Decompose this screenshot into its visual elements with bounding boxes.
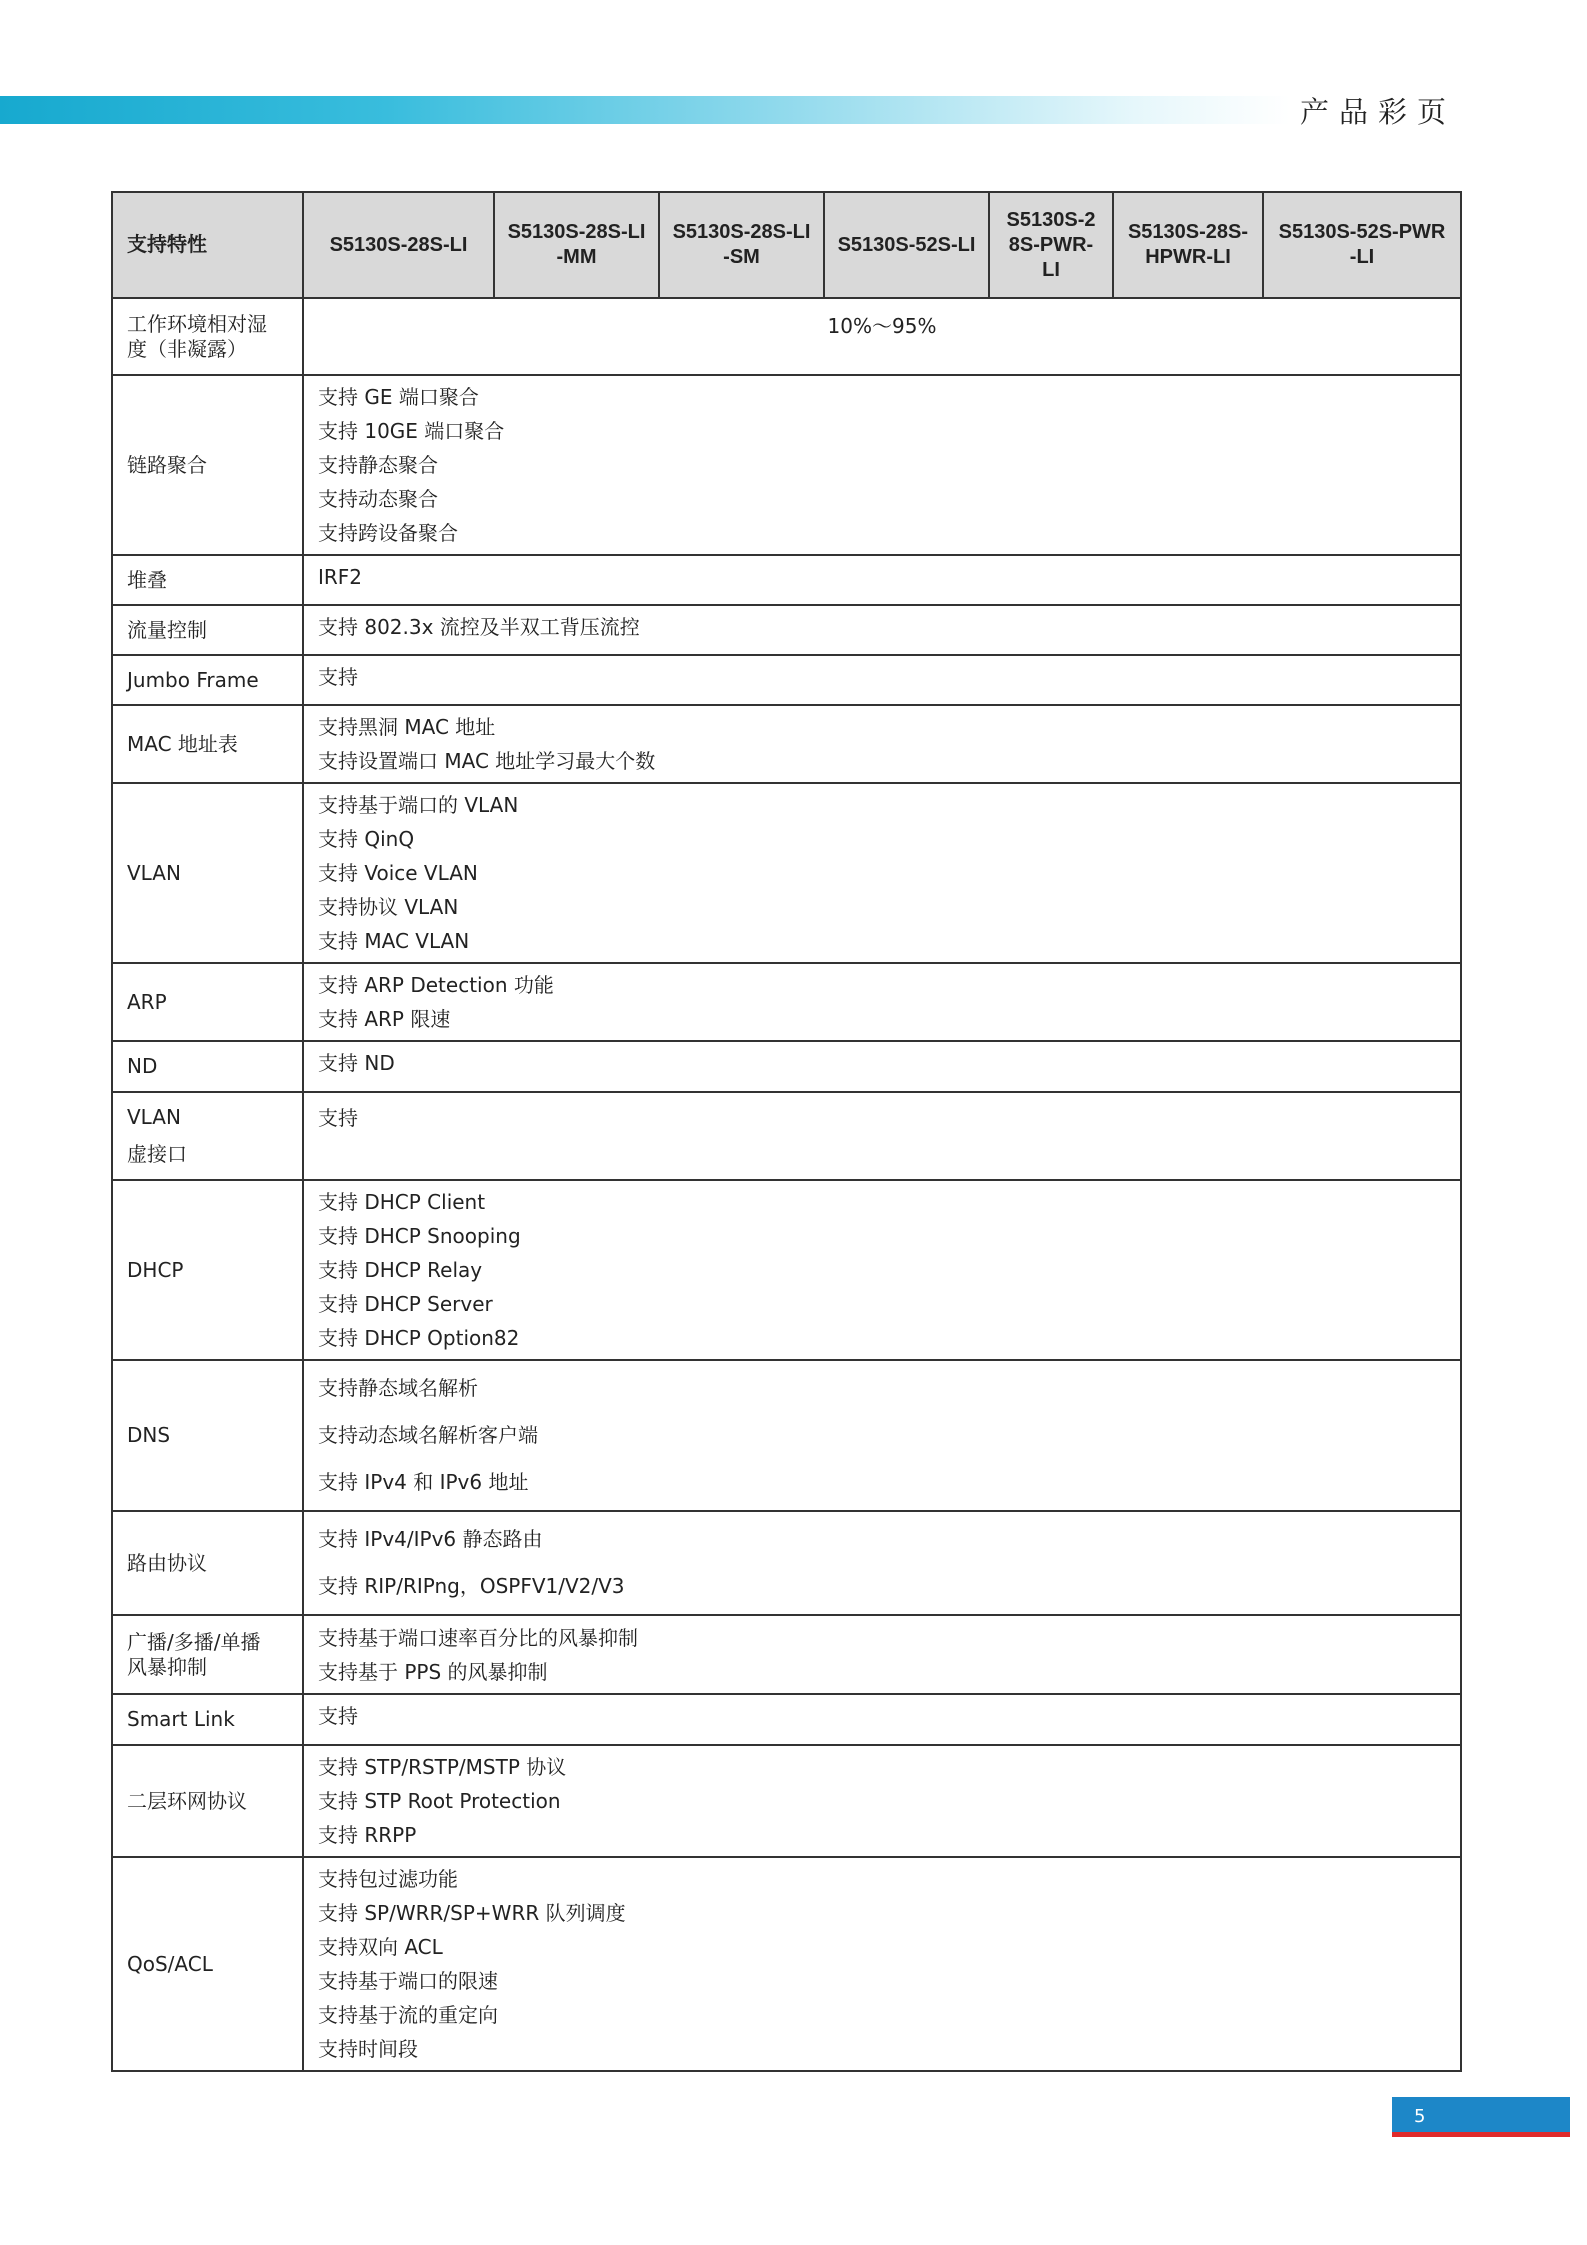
header-cell [303,192,494,298]
feature-label: VLAN 虚接口 [127,1105,187,1166]
header-text: S5130S-28S-LI [329,233,468,256]
value-cell [303,1745,1461,1857]
value-line: 支持 DHCP Relay [318,1258,483,1282]
header-cell [989,192,1113,298]
value-line: 支持动态聚合 [318,487,438,511]
value-line: 支持双向 ACL [318,1935,443,1959]
feature-cell: 二层环网协议 [112,1745,303,1857]
feature-cell: 路由协议 [112,1511,303,1615]
table-row [112,783,1461,963]
value-cell [303,963,1461,1041]
table-row [112,555,1461,605]
table-row [112,605,1461,655]
value-line: 支持静态域名解析 [318,1376,478,1400]
value-line: 支持静态聚合 [318,453,438,477]
table-row [112,1360,1461,1511]
feature-cell: ND [112,1041,303,1092]
feature-cell [112,1615,303,1694]
value-line: 支持 DHCP Client [318,1190,486,1214]
feature-cell: ARP [112,963,303,1041]
value-cell [303,1694,1461,1745]
value-line: 支持 ARP Detection 功能 [318,973,554,997]
header-text: S5130S-28S- HPWR-LI [1127,221,1249,268]
feature-cell [112,298,303,375]
feature-cell [112,1092,303,1180]
page-number: 5 [1392,2097,1570,2137]
table-row [112,963,1461,1041]
value-cell [303,655,1461,705]
value-line: 支持跨设备聚合 [318,521,458,545]
table-row [112,1694,1461,1745]
value-line: 支持基于端口速率百分比的风暴抑制 [318,1625,638,1650]
value-line: 支持 GE 端口聚合 [318,385,479,409]
table-row [112,1857,1461,2071]
header-cell: 支持特性 [112,192,303,298]
header-gradient-bar [0,96,1290,124]
value-line: 支持协议 VLAN [318,895,459,919]
spec-table [111,191,1462,2072]
value-line: 支持 DHCP Server [318,1292,493,1316]
value-line: 10%～95% [827,314,937,338]
value-line: 支持时间段 [318,2037,418,2061]
value-line: 支持基于端口的限速 [318,1969,498,1993]
value-line: 支持 STP/RSTP/MSTP 协议 [318,1755,567,1779]
value-line: 支持 QinQ [318,827,415,851]
value-cell [303,783,1461,963]
header-cell [1263,192,1461,298]
value-line: 支持 Voice VLAN [318,861,478,885]
value-line: IRF2 [318,565,363,589]
value-line: 支持 DHCP Option82 [318,1326,520,1350]
value-cell [303,1615,1461,1694]
value-line: 支持基于流的重定向 [318,2003,498,2027]
feature-cell: QoS/ACL [112,1857,303,2071]
value-line: 支持 [318,1704,358,1728]
header-text: S5130S-28S-LI -SM [672,221,811,268]
value-line: 支持动态域名解析客户端 [318,1423,538,1447]
value-cell [303,555,1461,605]
value-line: 支持 ND [318,1051,395,1075]
table-row [112,298,1461,375]
feature-label: 工作环境相对湿 度（非凝露） [127,311,267,361]
value-cell [303,1360,1461,1511]
value-line: 支持 IPv4/IPv6 静态路由 [318,1527,543,1551]
feature-cell: DHCP [112,1180,303,1360]
table-row [112,1615,1461,1694]
header-cell [659,192,824,298]
feature-label: 广播/多播/单播 风暴抑制 [127,1629,261,1679]
value-line: 支持 [318,1106,358,1130]
table-row [112,1041,1461,1092]
value-line: 支持 DHCP Snooping [318,1224,521,1248]
value-cell [303,705,1461,783]
value-line: 支持 10GE 端口聚合 [318,419,505,443]
value-line: 支持 802.3x 流控及半双工背压流控 [318,615,640,639]
value-line: 支持包过滤功能 [318,1867,458,1891]
table-row [112,1180,1461,1360]
value-cell [303,1092,1461,1180]
feature-cell: Smart Link [112,1694,303,1745]
feature-cell: Jumbo Frame [112,655,303,705]
value-line: 支持 ARP 限速 [318,1007,451,1031]
feature-cell: 流量控制 [112,605,303,655]
value-cell [303,1180,1461,1360]
table-row [112,1511,1461,1615]
value-line: 支持黑洞 MAC 地址 [318,715,496,739]
feature-cell: 堆叠 [112,555,303,605]
value-line: 支持 MAC VLAN [318,929,470,953]
value-cell [303,605,1461,655]
value-line: 支持 [318,665,358,689]
header-text: S5130S-52S-PWR -LI [1278,221,1446,268]
header-text: S5130S-52S-LI [837,233,976,256]
value-cell [303,375,1461,555]
table-row [112,655,1461,705]
feature-cell: DNS [112,1360,303,1511]
value-line: 支持基于 PPS 的风暴抑制 [318,1659,548,1684]
feature-cell: 链路聚合 [112,375,303,555]
value-cell [303,1511,1461,1615]
value-cell [303,298,1461,375]
value-line: 支持 SP/WRR/SP+WRR 队列调度 [318,1901,626,1925]
page-header-title: 产品彩页 [1300,95,1457,129]
header-cell [494,192,659,298]
header-cell [1113,192,1263,298]
table-header-row [112,192,1461,298]
feature-cell: VLAN [112,783,303,963]
header-cell [824,192,989,298]
header-text: S5130S-28S-LI -MM [507,221,646,268]
value-line: 支持 IPv4 和 IPv6 地址 [318,1470,529,1494]
value-line: 支持基于端口的 VLAN [318,793,519,817]
table-row [112,375,1461,555]
table-row [112,1092,1461,1180]
header-text: S5130S-2 8S-PWR- LI [1006,208,1096,281]
value-line: 支持 STP Root Protection [318,1789,561,1813]
value-line: 支持设置端口 MAC 地址学习最大个数 [318,749,656,773]
feature-cell: MAC 地址表 [112,705,303,783]
value-line: 支持 RRPP [318,1823,417,1847]
table-row [112,705,1461,783]
value-cell [303,1857,1461,2071]
value-line: 支持 RIP/RIPng，OSPFV1/V2/V3 [318,1574,625,1598]
value-cell [303,1041,1461,1092]
table-row [112,1745,1461,1857]
